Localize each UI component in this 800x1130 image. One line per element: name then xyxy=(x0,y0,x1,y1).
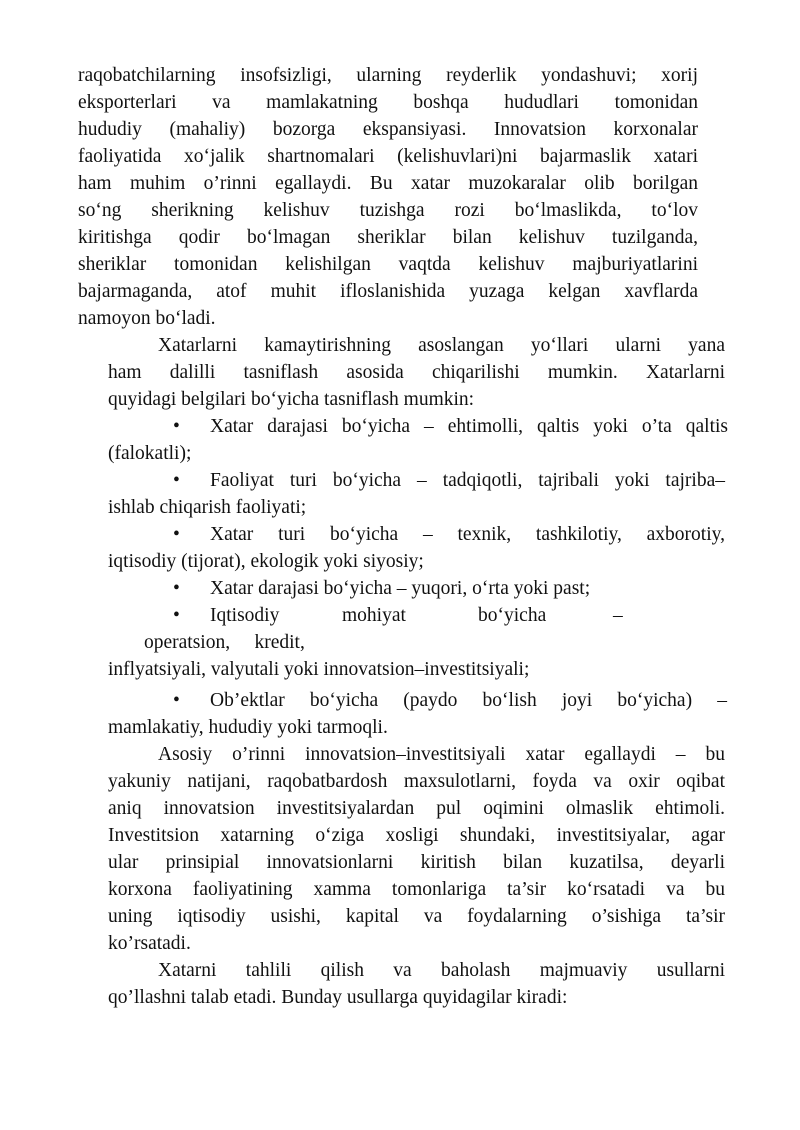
bullet-marker: • xyxy=(173,524,180,545)
list-item-line: Ob’ektlar bo‘yicha (paydo bo‘lish joyi bo‘yicha) – xyxy=(210,690,727,711)
paragraph-line: ham muhim o’rinni egallaydi. Bu xatar muzokaralar olib borilgan xyxy=(78,173,698,194)
list-item-line: iqtisodiy (tijorat), ekologik yoki siyosiy; xyxy=(108,551,424,572)
paragraph-line: yakuniy natijani, raqobatbardosh maxsulotlarni, foyda va oxir oqibat xyxy=(108,771,725,792)
paragraph-line: qo’llashni talab etadi. Bunday usullarga quyidagilar kiradi: xyxy=(108,987,568,1008)
bullet-marker: • xyxy=(173,416,180,437)
bullet-marker: • xyxy=(173,578,180,599)
paragraph-line: korxona faoliyatining xamma tomonlariga ta’sir ko‘rsatadi va bu xyxy=(108,879,725,900)
paragraph-line: so‘ng sherikning kelishuv tuzishga rozi bo‘lmaslikda, to‘lov xyxy=(78,200,698,221)
paragraph-line: bajarmaganda, atof muhit ifloslanishida yuzaga kelgan xavflarda xyxy=(78,281,698,302)
paragraph-line: quyidagi belgilari bo‘yicha tasniflash mumkin: xyxy=(108,389,475,410)
paragraph-line: ko’rsatadi. xyxy=(108,933,191,954)
list-item-line: ishlab chiqarish faoliyati; xyxy=(108,497,307,518)
paragraph-line: sheriklar tomonidan kelishilgan vaqtda kelishuv majburiyatlarini xyxy=(78,254,698,275)
paragraph-line: eksporterlari va mamlakatning boshqa hududlari tomonidan xyxy=(78,92,698,113)
list-item-word: mohiyat xyxy=(342,605,406,626)
list-item-line: mamlakatiy, hududiy yoki tarmoqli. xyxy=(108,717,388,738)
paragraph-line: hududiy (mahaliy) bozorga ekspansiyasi. Innovatsion korxonalar xyxy=(78,119,698,140)
list-item-line: Xatar darajasi bo‘yicha – ehtimolli, qaltis yoki o’ta qaltis xyxy=(210,416,728,437)
list-item-word: Iqtisodiy xyxy=(210,605,280,626)
paragraph-line: aniq innovatsion investitsiyalardan pul oqimini olmaslik ehtimoli. xyxy=(108,798,725,819)
list-item-line: Xatar darajasi bo‘yicha – yuqori, o‘rta yoki past; xyxy=(210,578,591,599)
list-item-line: (falokatli); xyxy=(108,443,192,464)
paragraph-line: faoliyatida xo‘jalik shartnomalari (kelishuvlari)ni bajarmaslik xatari xyxy=(78,146,698,167)
bullet-marker: • xyxy=(173,470,180,491)
list-item-word: – xyxy=(613,605,623,626)
paragraph-line: namoyon bo‘ladi. xyxy=(78,308,216,329)
list-item-line: inflyatsiyali, valyutali yoki innovatsion–investitsiyali; xyxy=(108,659,530,680)
paragraph-line: kiritishga qodir bo‘lmagan sheriklar bilan kelishuv tuzilganda, xyxy=(78,227,698,248)
paragraph-line: Investitsion xatarning o‘ziga xosligi shundaki, investitsiyalar, agar xyxy=(108,825,725,846)
bullet-marker: • xyxy=(173,690,180,711)
paragraph-line: ham dalilli tasniflash asosida chiqarilishi mumkin. Xatarlarni xyxy=(108,362,725,383)
paragraph-line: raqobatchilarning insofsizligi, ularning reyderlik yondashuvi; xorij xyxy=(78,65,698,86)
paragraph-line: Asosiy o’rinni innovatsion–investitsiyali xatar egallaydi – bu xyxy=(158,744,725,765)
paragraph-line: Xatarni tahlili qilish va baholash majmuaviy usullarni xyxy=(158,960,725,981)
paragraph-line: ular prinsipial innovatsionlarni kiritish bilan kuzatilsa, deyarli xyxy=(108,852,725,873)
list-item-line: operatsion, kredit, xyxy=(144,632,305,653)
paragraph-line: Xatarlarni kamaytirishning asoslangan yo‘llari ularni yana xyxy=(158,335,725,356)
list-item-line: Faoliyat turi bo‘yicha – tadqiqotli, tajribali yoki tajriba– xyxy=(210,470,725,491)
bullet-marker: • xyxy=(173,605,180,626)
list-item-word: bo‘yicha xyxy=(478,605,547,626)
paragraph-line: uning iqtisodiy usishi, kapital va foydalarning o’sishiga ta’sir xyxy=(108,906,725,927)
list-item-line: Xatar turi bo‘yicha – texnik, tashkilotiy, axborotiy, xyxy=(210,524,725,545)
